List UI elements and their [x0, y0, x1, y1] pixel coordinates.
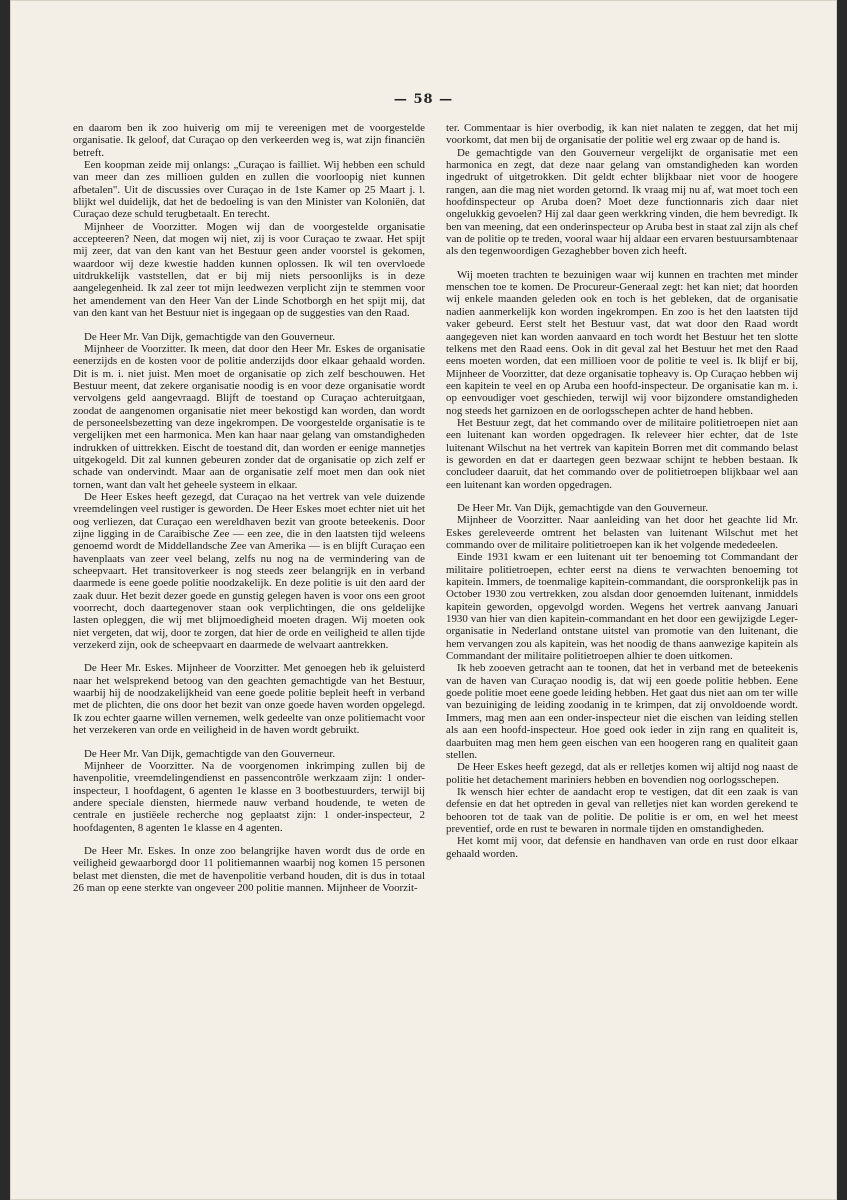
right-column [446, 122, 798, 1097]
right-column-paragraph: De Heer Mr. Van Dijk, gemachtigde van den Gouverneur. [457, 501, 709, 514]
left-column-paragraph: en daarom ben ik zoo huiverig om mij te vereenigen met de voorgestelde organisatie. Ik geloof, dat Curaçao op den verkeerden weg is, wat zijn financiën betreft. [73, 122, 425, 159]
right-column-paragraph: De gemachtigde van den Gouverneur vergelijkt de organisatie met een harmonica en zegt, dat deze naar gelang van omstandigheden kan worden ingedrukt of uitgetrokken. Dit geldt echter blijkbaar niet voor de hoogere rangen, aan die mag niet worden getornd. Ik vraag mij nu af, wat moet toch een hoofdinspecteur op Aruba doen? Moet deze functionnaris zich daar niet ongelukkig gevoelen? Hij zal daar geen werkkring vinden, die hem bevredigt. Ik ben van meening, dat een onderinspecteur op Aruba best in staat zal zijn als chef van de politie op te treden, vooral waar hij aldaar een ervaren bestuursambtenaar als den tegenwoordigen Gezaghebber boven zich heeft. [446, 146, 798, 258]
right-column-paragraph: Mijnheer de Voorzitter. Naar aanleiding van het door het geachte lid Mr. Eskes gereleveerde omtrent het belasten van luitenant Wilschut met het commando over de militaire politietroepen kan ik het volgende mededeelen. [446, 514, 798, 551]
left-column-paragraph: De Heer Eskes heeft gezegd, dat Curaçao na het vertrek van vele duizende vreemdelingen veel rustiger is geworden. De Heer Eskes moet echter niet uit het oog verliezen, dat Curaçao een wereldhaven bezit van groote beteekenis. Door zijne ligging in de Caraibische Zee — een zee, die in den laatsten tijd weleens genoemd wordt de Middellandsche Zee van Amerika — is en blijft Curaçao een havenplaats van zeer veel belang, zelfs nu nog na de vermindering van de scheepvaart. Het transitoverkeer is nog steeds zeer belangrijk en in verband daarmede is eene goede politie noodzakelijk. En deze politie is uit den aard der zaak duur. Het bezit dezer goede en gunstig gelegen haven is voor ons een groot voorrecht, doch daartegenover staan ook verplichtingen, die ons geldelijke lasten opleggen, die wij met blijmoedigheid moeten dragen. Wij moeten ook niet vergeten, dat wij, door te zorgen, dat hier de orde en veiligheid te allen tijde verzekerd zijn, ook de scheepvaart en daarmede de welvaart aantrekken. [73, 490, 425, 652]
left-column-paragraph: De Heer Mr. Van Dijk, gemachtigde van den Gouverneur. [84, 747, 336, 760]
left-column-paragraph: Mijnheer de Voorzitter. Na de voorgenomen inkrimping zullen bij de havenpolitie, vreemdelingendienst en passencontrôle werkzaam zijn: 1 onder-inspecteur, 1 hoofdagent, 6 agenten 1e klasse en 3 bootbestuurders, terwijl bij andere speciale diensten, hiermede nauw verband houdende, te weten de centrale en justiëele recherche nog geplaatst zijn: 1 onder-inspecteur, 2 hoofdagenten, 8 agenten 1e klasse en 4 agenten. [73, 759, 425, 834]
left-column-paragraph: De Heer Mr. Eskes. In onze zoo belangrijke haven wordt dus de orde en veiligheid gewaarborgd door 11 politiemannen waarbij nog komen 15 personen belast met diensten, die met de havenpolitie verband houden, dit is dus in totaal 26 man op eene sterkte van ongeveer 200 politie mannen. Mijnheer de Voorzit- [73, 844, 425, 894]
left-column-paragraph: Mijnheer de Voorzitter. Ik meen, dat door den Heer Mr. Eskes de organisatie eenerzijds en de kosten voor de politie anderzijds door elkaar gehaald worden. Dit is m. i. niet juist. Men moet de organisatie op zich zelf beschouwen. Het Bestuur meent, dat zekere organisatie noodig is en voor deze organisatie wordt vervolgens geld aangevraagd. Blijft de toestand op Curaçao achteruitgaan, zoodat de aangenomen organisatie niet meer bekostigd kan worden, dan wordt de personeelsbezetting van deze ingekrompen. De voorgestelde organisatie is te vergelijken met een harmonica. Men kan haar naar gelang van omstandigheden indrukken of uittrekken. Eischt de toestand dit, dan worden er eenige mannetjes uitgekogeld. Dit zal kunnen gebeuren zonder dat de organisatie op zich zelf er schade van ondervindt. Maar aan de organisatie zelf moet men dan ook niet tornen, want dan valt het geheele systeem in elkaar. [73, 342, 425, 491]
left-column-paragraph: Mijnheer de Voorzitter. Mogen wij dan de voorgestelde organisatie accepteeren? Neen, dat mogen wij niet, zij is voor Curaçao te zwaar. Het spijt mij zeer, dat van den kant van het Bestuur geen ander voorstel is gekomen, waardoor wij deze kwestie hadden kunnen oplossen. Ik wil ten overvloede uitdrukkelijk vaststellen, dat er bij mij niets persoonlijks is in deze aangelegenheid. Ik zal zeer tot mijn leedwezen verplicht zijn te stemmen voor het amendement van den Heer Van der Linde Schotborgh en het spijt mij, dat van den kant van het Bestuur niet is ingegaan op de suggesties van den Raad. [73, 220, 425, 320]
page-number: — 58 — [393, 92, 454, 107]
right-column-paragraph: Het Bestuur zegt, dat het commando over de militaire politietroepen niet aan een luitenant kan worden opgedragen. Ik releveer hier echter, dat de 1ste luitenant Wilschut na het vertrek van kapitein Borren met dit commando belast is geworden en dat er daartegen geen bezwaar schijnt te hebben bestaan. Ik concludeer daaruit, dat het commando over de politietroepen blijkbaar wel aan een luitenant kan worden opgedragen. [446, 416, 798, 491]
right-column-paragraph: ter. Commentaar is hier overbodig, ik kan niet nalaten te zeggen, dat het mij voorkomt, dat men bij de organisatie der politie wel erg zwaar op de hand is. [446, 122, 798, 147]
right-column-paragraph: Wij moeten trachten te bezuinigen waar wij kunnen en trachten met minder menschen toe te komen. De Procureur-Generaal zegt: het kan niet; dat hoorden wij enkele maanden geleden ook en toch is het gebleken, dat de organisatie nadien aanmerkelijk kon worden ingekrompen. En zoo is het den laatsten tijd vaker gebeurd. Eerst stelt het Bestuur vast, dat wat door den Raad wordt aangegeven niet kan worden aanvaard en toch wordt het Bestuur het ten slotte telkens met den Raad eens. Ook in dit geval zal het Bestuur het met den Raad eens moeten worden, dat een millioen voor de politie te veel is. Ik blijf er bij, Mijnheer de Voorzitter, dat deze organisatie topheavy is. Op Curaçao hebben wij een kapitein te veel en op Aruba een hoofd-inspecteur. De organisatie kan m. i. op eenvoudiger voet geschieden, terwijl wij voor bijzondere omstandigheden nog steeds het garnizoen en de oorlogsschepen achter de hand hebben. [446, 268, 798, 417]
right-column-paragraph: Ik heb zooeven getracht aan te toonen, dat het in verband met de beteekenis van de haven van Curaçao noodig is, dat wij een goede politie hebben. Eene goede politie moet eene goede leiding hebben. Het gaat dus niet aan om ter wille van bezuiniging de leiding zoodanig in te krimpen, dat zij onvoldoende wordt. Immers, mag men aan een onder-inspecteur niet die eischen van leiding stellen als aan een hoofd-inspecteur. Hoe goed ook ieder in zijn rang en qualiteit is, daarbuiten mag men hem geen eischen van een hoogeren rang en qualiteit gaan stellen. [446, 662, 798, 761]
left-column [73, 122, 425, 1094]
right-column-paragraph: Ik wensch hier echter de aandacht erop te vestigen, dat dit een zaak is van defensie en dat het optreden in geval van relletjes niet kan worden gerekend te behooren tot de taak van de politie. De politie is er om, en wel het meest preventief, orde en rust te bewaren in normale tijden en omstandigheden. [446, 785, 798, 835]
left-column-paragraph: De Heer Mr. Eskes. Mijnheer de Voorzitter. Met genoegen heb ik geluisterd naar het welsprekend betoog van den geachten gemachtigde van het Bestuur, waarbij hij de noodzakelijkheid van eene goede politie bepleit heeft in verband met de plichten, die ons door het bezit van onze goede haven worden opgelegd. Ik zou echter gaarne willen vernemen, welk gedeelte van onze politiemacht voor het verzekeren van orde en veiligheid in de haven wordt gebruikt. [73, 662, 425, 737]
left-column-paragraph: Een koopman zeide mij onlangs: „Curaçao is failliet. Wij hebben een schuld van meer dan zes millioen gulden en zullen die voorloopig niet kunnen afbetalen". Uit de discussies over Curaçao in de 1ste Kamer op 25 Maart j. l. blijkt wel duidelijk, dat het de bedoeling is van den Minister van Koloniën, dat Curaçao deze schuld terugbetaalt. En terecht. [73, 159, 425, 221]
right-column-paragraph: De Heer Eskes heeft gezegd, dat als er relletjes komen wij altijd nog naast de politie het detachement mariniers hebben en bovendien nog oorlogsschepen. [446, 761, 798, 786]
left-column-paragraph: De Heer Mr. Van Dijk, gemachtigde van den Gouverneur. [84, 330, 336, 343]
right-column-paragraph: Het komt mij voor, dat defensie en handhaven van orde en rust door elkaar gehaald worden. [446, 835, 798, 860]
right-column-paragraph: Einde 1931 kwam er een luitenant uit ter benoeming tot Commandant der militaire politietroepen, echter eerst na diens te verwachten benoeming tot kapitein. Immers, de toenmalige kapitein-commandant, die oorspronkelijk pas in October 1930 zou vertrekken, zou alsdan door genoemden luitenant, inmiddels kapitein geworden, opgevolgd worden. Wegens het vertrek aanvang Januari 1930 van hier van dien kapitein-commandant en het door een gewijzigde Leger-organisatie in Nederland ontstane uitstel van promotie van den luitenant, die hem vervangen zou als kapitein, was het noodig de thans aanwezige kapitein als Commandant der militaire politietroepen alhier te doen uitkomen. [446, 551, 798, 663]
document-page [10, 0, 837, 1200]
